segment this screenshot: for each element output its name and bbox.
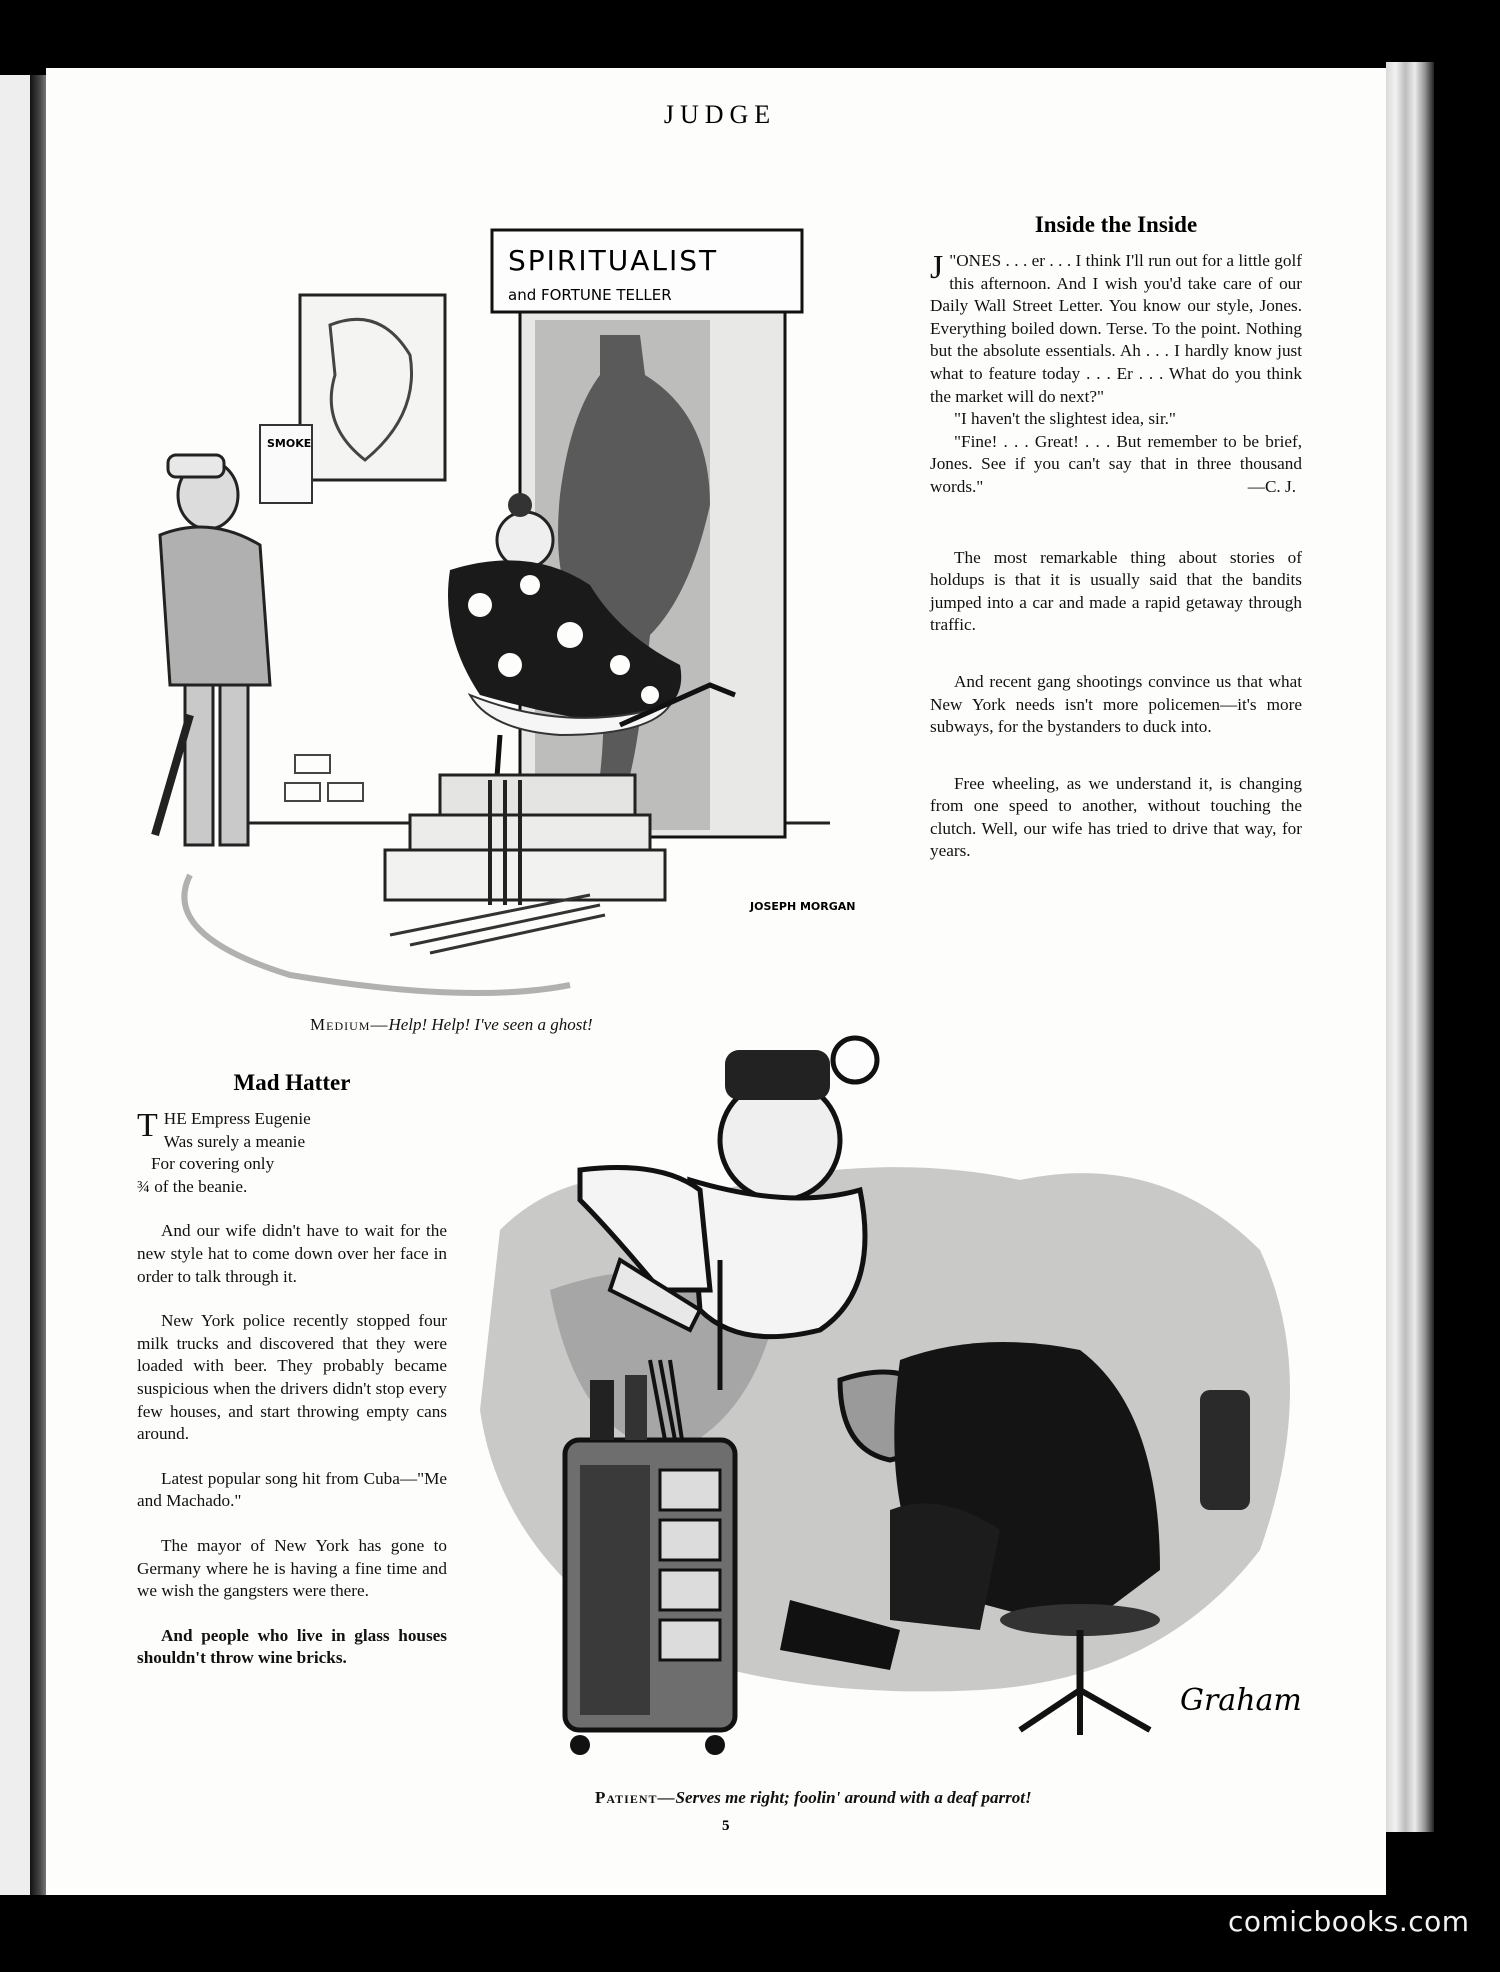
spiritualist-sign: SPIRITUALIST: [508, 244, 719, 277]
article-paragraph: Free wheeling, as we understand it, is changing from one speed to another, without touching the clutch. Well, our wife has tried to drive that way, for years.: [930, 773, 1302, 861]
site-watermark: comicbooks.com: [1228, 1905, 1470, 1938]
bottom-cartoon-signature: Graham: [1180, 1683, 1302, 1718]
page-number: 5: [722, 1818, 730, 1834]
article-paragraph: And our wife didn't have to wait for the new style hat to come down over her face in order to talk through it.: [137, 1221, 447, 1286]
article-paragraph: The most remarkable thing about stories of holdups is that it is usually said that the bandits jumped into a car and made a rapid getaway through traffic.: [930, 547, 1302, 635]
mad-hatter-article: [137, 1070, 447, 1692]
facing-page-edge: [0, 75, 30, 1895]
page-stack-edge: [1386, 62, 1434, 1832]
article-paragraph: The mayor of New York has gone to Germany where he is having a fine time and we wish the gangsters were there.: [137, 1535, 447, 1601]
article-paragraph: [930, 250, 1302, 408]
page-header: JUDGE: [663, 100, 777, 129]
caption-speaker: Medium—: [310, 1015, 389, 1034]
open-quote: ": [949, 251, 957, 270]
drop-cap: J: [930, 249, 944, 286]
article-text: "Fine! . . . Great! . . . But remember to be brief, Jones. See if you can't say that in three thousand words.": [930, 431, 1302, 496]
article-paragraph: [930, 431, 1302, 499]
caption-quote: Serves me right; foolin' around with a deaf parrot!: [675, 1788, 1032, 1807]
caption-quote: Help! Help! I've seen a ghost!: [388, 1015, 593, 1034]
article-paragraph: And people who live in glass houses shouldn't throw wine bricks.: [137, 1625, 447, 1668]
article-paragraph: And recent gang shootings convince us that what New York needs isn't more policemen—it's more subways, for the bystanders to duck into.: [930, 671, 1302, 737]
drop-cap: T: [137, 1107, 158, 1144]
page-gutter: [30, 75, 46, 1895]
dentist-cartoon: [460, 1030, 1340, 1780]
poem-line: HE Empress Eugenie: [163, 1109, 311, 1128]
article-paragraph: Latest popular song hit from Cuba—"Me and Machado.": [137, 1468, 447, 1511]
article-title: Mad Hatter: [233, 1070, 351, 1095]
article-paragraph: New York police recently stopped four milk trucks and discovered that they were loaded with beer. They probably became suspicious when the drivers didn't stop every few houses, and start throwing empty cans around.: [137, 1311, 447, 1444]
poem: [137, 1108, 447, 1198]
poem-line: ¾ of the beanie.: [137, 1176, 248, 1196]
fortune-teller-sign: and FORTUNE TELLER: [508, 286, 672, 304]
article-paragraph: "I haven't the slightest idea, sir.": [954, 409, 1176, 429]
spiritualist-cartoon: [150, 215, 890, 1015]
article-signoff: —C. J.: [1247, 476, 1296, 496]
bottom-cartoon-caption: [595, 1788, 1032, 1808]
poem-line: Was surely a meanie: [163, 1131, 306, 1151]
article-title: Inside the Inside: [1034, 212, 1198, 237]
caption-speaker: Patient—: [595, 1788, 676, 1807]
poem-line: For covering only: [151, 1154, 275, 1174]
article-text: ONES . . . er . . . I think I'll run out for a little golf this afternoon. And I wish you'd take care of our Daily Wall Street Letter. You know our style, Jones. Everything boiled down. Terse. To the point. Nothing but the absolute essentials. Ah . . . I hardly know just what to feature today . . . Er . . . What do you think the market will do next?": [930, 251, 1302, 406]
top-cartoon-signature: JOSEPH MORGAN: [750, 900, 856, 913]
inside-the-inside-article: [930, 212, 1302, 885]
smoke-poster-label: SMOKE: [267, 437, 312, 450]
